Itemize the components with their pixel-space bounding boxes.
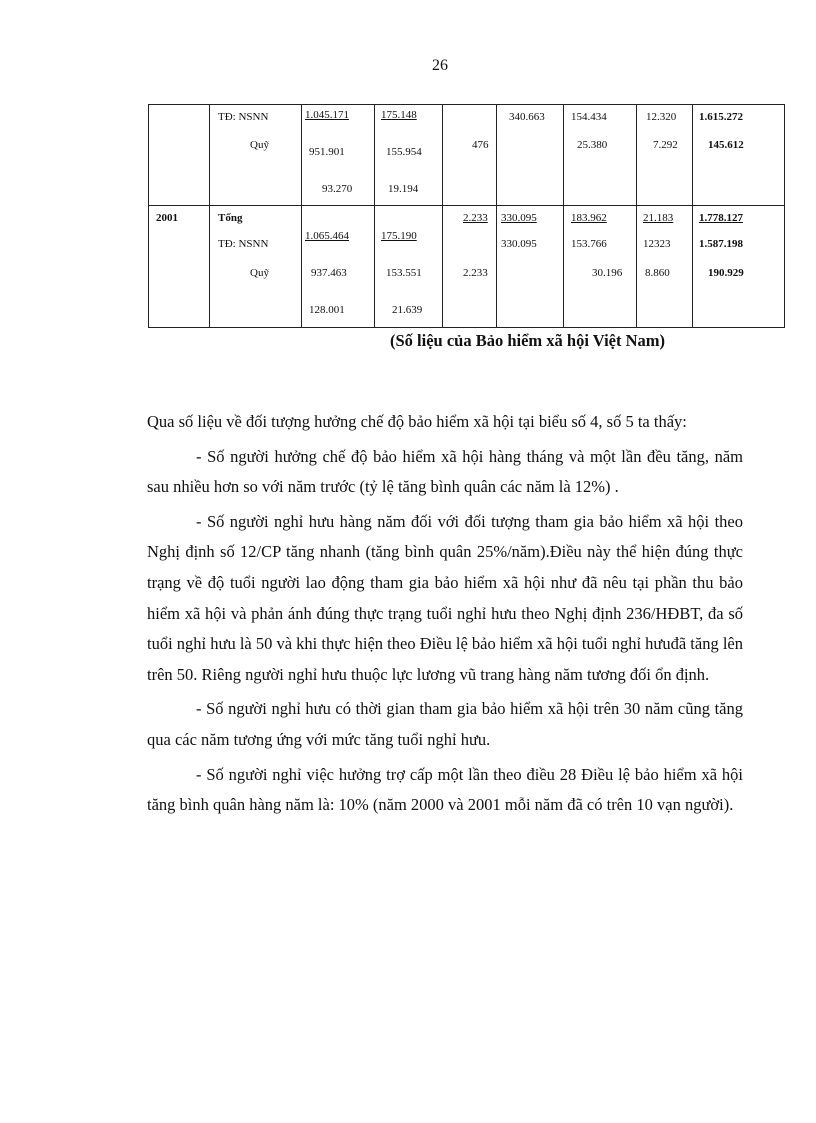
value-cell: [564, 206, 637, 328]
value: 951.901: [309, 146, 345, 158]
value: 155.954: [386, 146, 422, 158]
value: 1.778.127: [699, 212, 743, 224]
value-cell: [443, 206, 497, 328]
year-2001: 2001: [156, 212, 178, 224]
value: 25.380: [577, 139, 608, 151]
value: 476: [472, 139, 489, 151]
value: 21.183: [643, 212, 674, 224]
value: 340.663: [509, 111, 545, 123]
value: 183.962: [571, 212, 607, 224]
label-cell: [210, 206, 302, 328]
value-cell: [497, 105, 564, 206]
value: 153.766: [571, 238, 607, 250]
value: 128.001: [309, 304, 345, 316]
value: 30.196: [592, 267, 623, 279]
value-cell: [302, 105, 375, 206]
value: 8.860: [645, 267, 670, 279]
page-number: 26: [432, 57, 448, 74]
value: 153.551: [386, 267, 422, 279]
value-cell: [375, 206, 443, 328]
value-cell: [443, 105, 497, 206]
paragraph: Qua số liệu về đối tượng hưởng chế độ bảo hiểm xã hội tại biểu số 4, số 5 ta thấy:: [147, 412, 687, 431]
statistics-table: [148, 104, 785, 328]
value-cell: [693, 105, 785, 206]
label-quy: Quỹ: [250, 267, 269, 279]
value: 12.320: [646, 111, 677, 123]
paragraph: - Số người nghỉ việc hưởng trợ cấp một lần theo điều 28 Điều lệ bảo hiểm xã hội tăng bình quân hàng năm là: 10% (năm 2000 và 2001 mỗi năm đã có trên 10 vạn người).: [147, 764, 743, 815]
value: 93.270: [322, 183, 353, 195]
value: 2.233: [463, 212, 488, 224]
value: 7.292: [653, 139, 678, 151]
label-tong: Tổng: [218, 212, 243, 224]
value-cell: [564, 105, 637, 206]
label-nsnn: TĐ: NSNN: [218, 238, 269, 250]
value: 21.639: [392, 304, 423, 316]
year-cell: [149, 206, 210, 328]
value: 175.148: [381, 109, 417, 121]
value: 145.612: [708, 139, 744, 151]
value: 330.095: [501, 238, 537, 250]
value-cell: [637, 206, 693, 328]
table-row: [149, 206, 785, 328]
value-cell: [637, 105, 693, 206]
value: 190.929: [708, 267, 744, 279]
value: 1.065.464: [305, 230, 349, 242]
value: 175.190: [381, 230, 417, 242]
paragraph: - Số người nghỉ hưu hàng năm đối với đối tượng tham gia bảo hiểm xã hội theo Nghị định số 12/CP tăng nhanh (tăng bình quân 25%/năm).Điều này thể hiện đúng thực trạng về độ tuổi người lao động tham gia bảo hiểm xã hội như đã nêu tại phần thu bảo hiểm xã hội và phản ánh đúng thực trạng tuổi nghỉ hưu theo Nghị định 236/HĐBT, đa số tuổi nghỉ hưu là 50 và khi thực hiện theo Điều lệ bảo hiểm xã hội tuổi nghỉ hưuđã tăng lên trên 50. Riêng người nghỉ hưu thuộc lực lương vũ trang hàng năm tương đối ổn định.: [147, 511, 743, 684]
label-nsnn: TĐ: NSNN: [218, 111, 269, 123]
value: 19.194: [388, 183, 419, 195]
source-note: (Số liệu của Bảo hiểm xã hội Việt Nam): [390, 331, 665, 350]
value: 154.434: [571, 111, 607, 123]
value-cell: [497, 206, 564, 328]
label-quy: Quỹ: [250, 139, 269, 151]
value: 2.233: [463, 267, 488, 279]
value-cell: [693, 206, 785, 328]
table-row: [149, 105, 785, 206]
label-cell: [210, 105, 302, 206]
value: 1.615.272: [699, 111, 743, 123]
value-cell: [375, 105, 443, 206]
value: 937.463: [311, 267, 347, 279]
value: 330.095: [501, 212, 537, 224]
value-cell: [302, 206, 375, 328]
value: 1.045.171: [305, 109, 349, 121]
year-cell: [149, 105, 210, 206]
body-text: [147, 407, 743, 821]
value: 1.587.198: [699, 238, 743, 250]
paragraph: - Số người nghỉ hưu có thời gian tham gia bảo hiểm xã hội trên 30 năm cũng tăng qua các năm tương ứng với mức tăng tuổi nghỉ hưu.: [147, 699, 743, 749]
paragraph: - Số người hưởng chế độ bảo hiểm xã hội hàng tháng và một lần đều tăng, năm sau nhiều hơn so với năm trước (tỷ lệ tăng bình quân các năm là 12%) .: [147, 446, 743, 497]
value: 12323: [643, 238, 671, 250]
